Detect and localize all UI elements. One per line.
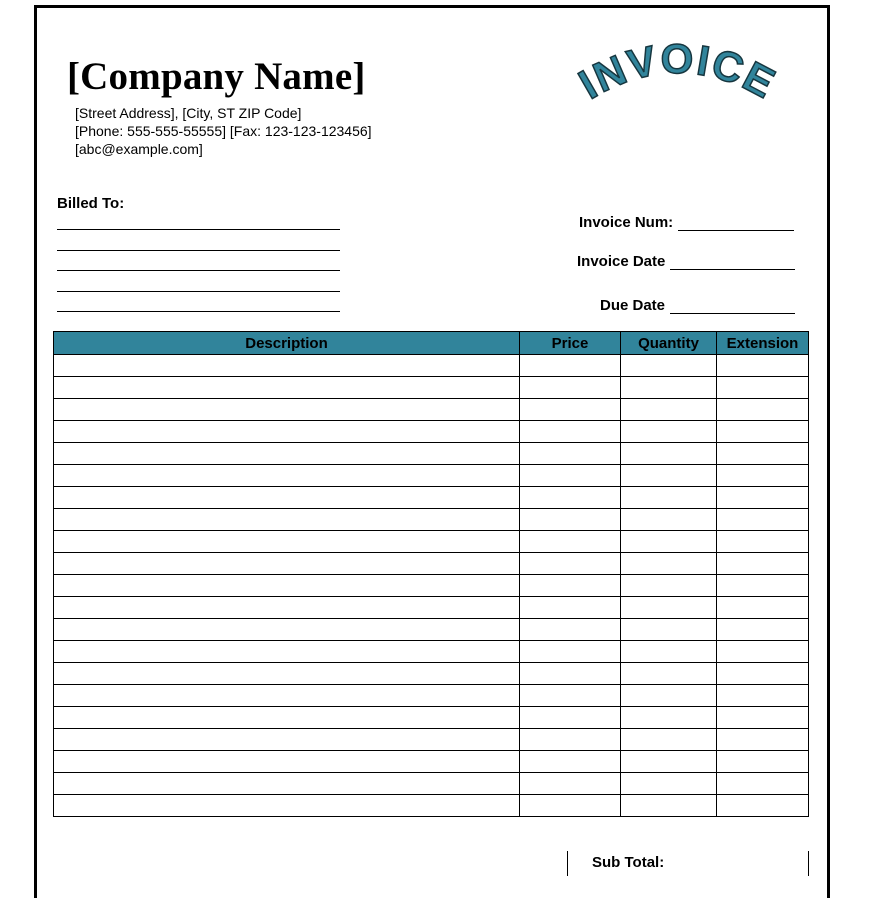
quantity-cell[interactable] — [621, 399, 717, 421]
billed-to-line[interactable] — [57, 250, 340, 251]
price-cell[interactable] — [520, 663, 621, 685]
billed-to-line[interactable] — [57, 291, 340, 292]
billed-to-line[interactable] — [57, 270, 340, 271]
quantity-cell[interactable] — [621, 795, 717, 817]
price-cell[interactable] — [520, 399, 621, 421]
extension-cell[interactable] — [717, 707, 809, 729]
extension-cell[interactable] — [717, 553, 809, 575]
description-cell[interactable] — [54, 553, 520, 575]
description-cell[interactable] — [54, 355, 520, 377]
quantity-cell[interactable] — [621, 443, 717, 465]
description-cell[interactable] — [54, 465, 520, 487]
billed-to-line[interactable] — [57, 229, 340, 230]
table-row — [54, 487, 809, 509]
description-cell[interactable] — [54, 619, 520, 641]
table-row — [54, 377, 809, 399]
due-date-field[interactable] — [670, 299, 795, 314]
description-cell[interactable] — [54, 707, 520, 729]
description-cell[interactable] — [54, 795, 520, 817]
quantity-cell[interactable] — [621, 685, 717, 707]
billed-to-line[interactable] — [57, 311, 340, 312]
table-row — [54, 729, 809, 751]
extension-cell[interactable] — [717, 399, 809, 421]
extension-cell[interactable] — [717, 355, 809, 377]
column-header-quantity: Quantity — [621, 332, 717, 355]
invoice-date-label: Invoice Date — [577, 253, 666, 270]
quantity-cell[interactable] — [621, 751, 717, 773]
extension-cell[interactable] — [717, 421, 809, 443]
extension-cell[interactable] — [717, 685, 809, 707]
table-row — [54, 443, 809, 465]
quantity-cell[interactable] — [621, 663, 717, 685]
table-row — [54, 399, 809, 421]
description-cell[interactable] — [54, 531, 520, 553]
invoice-title-text: INVOICE — [570, 35, 785, 108]
quantity-cell[interactable] — [621, 553, 717, 575]
description-cell[interactable] — [54, 597, 520, 619]
extension-cell[interactable] — [717, 531, 809, 553]
table-row — [54, 619, 809, 641]
description-cell[interactable] — [54, 509, 520, 531]
extension-cell[interactable] — [717, 465, 809, 487]
table-header-row — [54, 332, 809, 355]
price-cell[interactable] — [520, 729, 621, 751]
quantity-cell[interactable] — [621, 575, 717, 597]
description-cell[interactable] — [54, 487, 520, 509]
quantity-cell[interactable] — [621, 619, 717, 641]
subtotal-box — [567, 851, 809, 876]
table-row — [54, 685, 809, 707]
table-row — [54, 509, 809, 531]
extension-cell[interactable] — [717, 575, 809, 597]
quantity-cell[interactable] — [621, 641, 717, 663]
phone-fax: [Phone: 555-555-55555] [Fax: 123-123-123456] — [75, 123, 372, 139]
invoice-num-label: Invoice Num: — [579, 214, 674, 231]
table-row — [54, 531, 809, 553]
price-cell[interactable] — [520, 465, 621, 487]
description-cell[interactable] — [54, 751, 520, 773]
description-cell[interactable] — [54, 729, 520, 751]
price-cell[interactable] — [520, 641, 621, 663]
table-row — [54, 421, 809, 443]
description-cell[interactable] — [54, 641, 520, 663]
table-row — [54, 355, 809, 377]
quantity-cell[interactable] — [621, 421, 717, 443]
line-items-table — [53, 331, 809, 817]
price-cell[interactable] — [520, 575, 621, 597]
extension-cell[interactable] — [717, 509, 809, 531]
description-cell[interactable] — [54, 575, 520, 597]
price-cell[interactable] — [520, 355, 621, 377]
email-address: [abc@example.com] — [75, 141, 203, 157]
invoice-date-row — [577, 253, 795, 270]
quantity-cell[interactable] — [621, 729, 717, 751]
quantity-cell[interactable] — [621, 509, 717, 531]
company-name: [Company Name] — [67, 55, 366, 98]
quantity-cell[interactable] — [621, 487, 717, 509]
extension-cell[interactable] — [717, 597, 809, 619]
table-row — [54, 773, 809, 795]
quantity-cell[interactable] — [621, 355, 717, 377]
line-items-body — [54, 355, 809, 817]
price-cell[interactable] — [520, 421, 621, 443]
quantity-cell[interactable] — [621, 707, 717, 729]
quantity-cell[interactable] — [621, 773, 717, 795]
description-cell[interactable] — [54, 399, 520, 421]
extension-cell[interactable] — [717, 377, 809, 399]
description-cell[interactable] — [54, 685, 520, 707]
street-address: [Street Address], [City, ST ZIP Code] — [75, 105, 302, 121]
table-row — [54, 465, 809, 487]
table-row — [54, 795, 809, 817]
description-cell[interactable] — [54, 443, 520, 465]
price-cell[interactable] — [520, 707, 621, 729]
extension-cell[interactable] — [717, 641, 809, 663]
invoice-date-field[interactable] — [670, 255, 795, 270]
billed-to-label: Billed To: — [57, 195, 125, 212]
price-cell[interactable] — [520, 597, 621, 619]
extension-cell[interactable] — [717, 663, 809, 685]
table-row — [54, 707, 809, 729]
table-row — [54, 663, 809, 685]
price-cell[interactable] — [520, 773, 621, 795]
price-cell[interactable] — [520, 377, 621, 399]
price-cell[interactable] — [520, 443, 621, 465]
invoice-num-field[interactable] — [678, 216, 794, 231]
extension-cell[interactable] — [717, 619, 809, 641]
price-cell[interactable] — [520, 509, 621, 531]
extension-cell[interactable] — [717, 729, 809, 751]
extension-cell[interactable] — [717, 751, 809, 773]
column-header-extension: Extension — [717, 332, 809, 355]
column-header-price: Price — [520, 332, 621, 355]
table-row — [54, 641, 809, 663]
extension-cell[interactable] — [717, 773, 809, 795]
extension-cell[interactable] — [717, 795, 809, 817]
price-cell[interactable] — [520, 553, 621, 575]
price-cell[interactable] — [520, 487, 621, 509]
price-cell[interactable] — [520, 619, 621, 641]
description-cell[interactable] — [54, 773, 520, 795]
subtotal-label: Sub Total: — [592, 854, 665, 871]
invoice-num-row — [579, 214, 794, 231]
description-cell[interactable] — [54, 663, 520, 685]
description-cell[interactable] — [54, 421, 520, 443]
quantity-cell[interactable] — [621, 531, 717, 553]
price-cell[interactable] — [520, 531, 621, 553]
svg-text:INVOICE — [571, 35, 784, 108]
quantity-cell[interactable] — [621, 377, 717, 399]
price-cell[interactable] — [520, 685, 621, 707]
quantity-cell[interactable] — [621, 597, 717, 619]
column-header-description: Description — [54, 332, 520, 355]
quantity-cell[interactable] — [621, 465, 717, 487]
due-date-row — [600, 297, 795, 314]
invoice-title — [560, 30, 800, 130]
table-row — [54, 597, 809, 619]
description-cell[interactable] — [54, 377, 520, 399]
due-date-label: Due Date — [600, 297, 666, 314]
table-row — [54, 553, 809, 575]
extension-cell[interactable] — [717, 443, 809, 465]
table-row — [54, 751, 809, 773]
extension-cell[interactable] — [717, 487, 809, 509]
table-row — [54, 575, 809, 597]
price-cell[interactable] — [520, 751, 621, 773]
price-cell[interactable] — [520, 795, 621, 817]
